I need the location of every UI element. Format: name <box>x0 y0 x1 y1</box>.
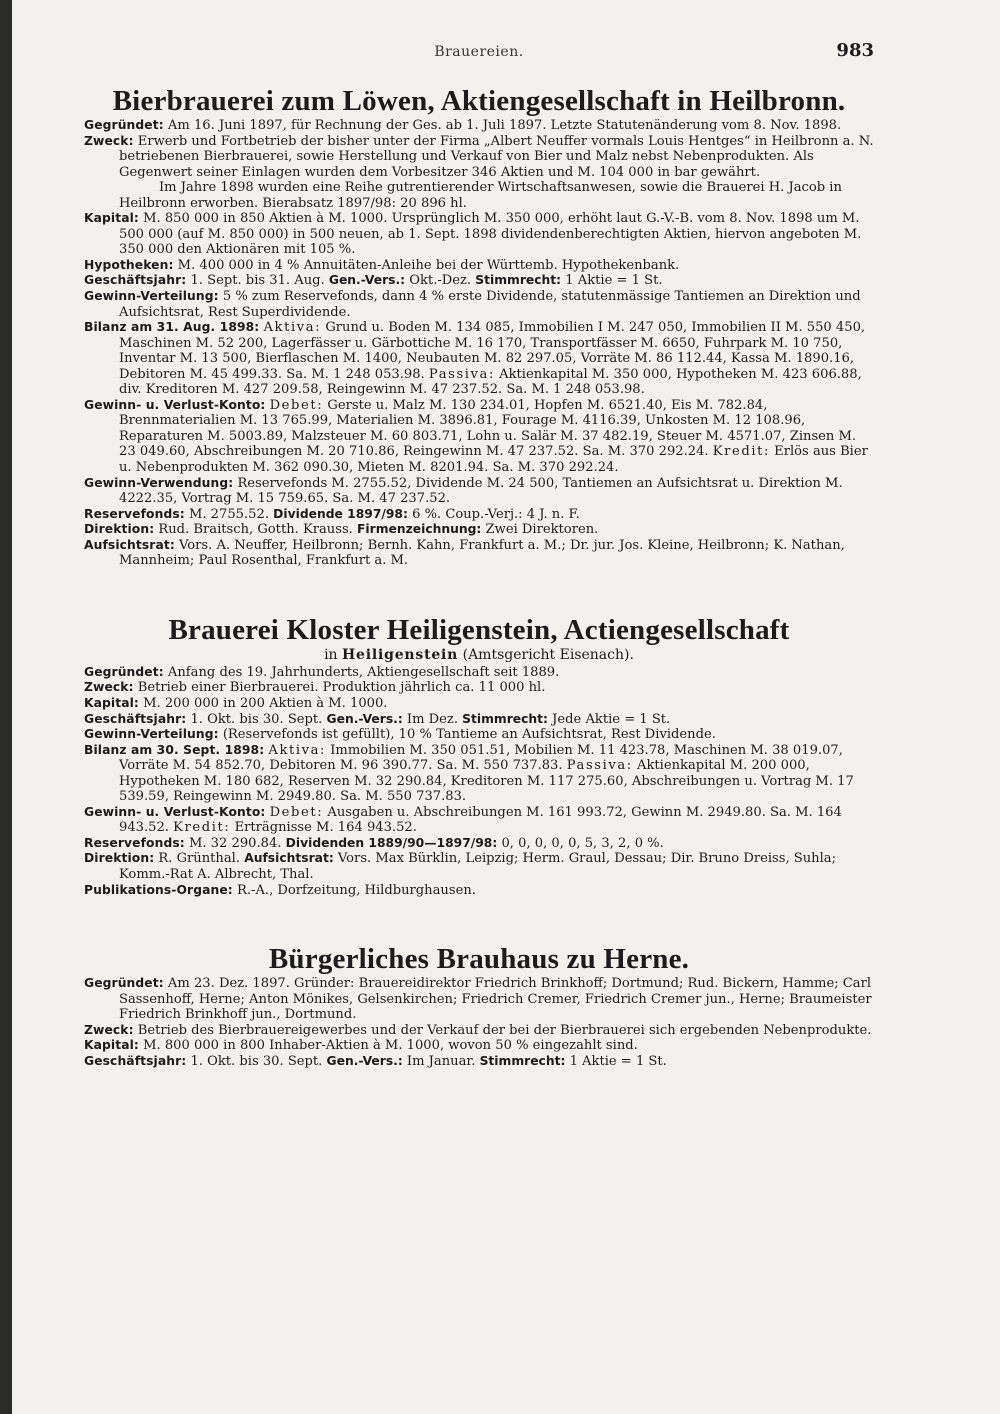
entry-paragraph <box>84 883 874 899</box>
entry-text: Betrieb einer Bierbrauerei. Produktion jährlich ca. 11 000 hl. <box>137 680 546 696</box>
entry-paragraph <box>84 743 874 805</box>
entry-text: (Reservefonds ist gefüllt), 10 % Tantieme an Aufsichtsrat, Rest Dividende. <box>222 727 716 743</box>
entry-key: Gewinn-Verteilung: <box>84 727 219 742</box>
entry-text-b: Aktienkapital M. 200 000, Hypotheken M. 180 682, Reserven M. 32 290.84, Kreditoren M. 117 275.60, Abschreibungen u. Vortrag M. 17 539.59, Reingewinn M. 2949.80. Sa. M. 550 737.83. <box>119 758 854 805</box>
company-title: Brauerei Kloster Heiligenstein, Actiengesellschaft <box>168 613 790 646</box>
entry-text-2: Okt.-Dez. <box>409 273 472 289</box>
entry-key: Kapital: <box>84 1038 139 1053</box>
entry-paragraph <box>84 1038 874 1054</box>
entry-text: Immobilien M. 350 051.51, Mobilien M. 11 423.78, Maschinen M. 38 019.07, Vorräte M. 54 852.70, Debitoren M. 96 390.77. Sa. M. 550 737.83. <box>119 742 843 774</box>
entry-text-3: 1 Aktie = 1 St. <box>565 273 663 289</box>
entry-text-b: Erträgnisse M. 164 943.52. <box>234 820 417 836</box>
entry-paragraph <box>84 1054 874 1070</box>
entry-text-2: Vors. Max Bürklin, Leipzig; Herm. Graul, Dessau; Dir. Bruno Dreiss, Suhla; Komm.-Rat A. Albrecht, Thal. <box>119 851 837 882</box>
entry-text: Reservefonds M. 2755.52, Dividende M. 24 500, Tantiemen an Aufsichtsrat u. Direktion M. 4222.35, Vortrag M. 15 759.65. Sa. M. 47 237.52. <box>119 475 843 507</box>
entry-text-b: Aktienkapital M. 350 000, Hypotheken M. 423 606.88, div. Kreditoren M. 427 209.58, Reingewinn M. 47 237.52. Sa. M. 1 248 053.98. <box>119 366 862 398</box>
entry-key: Publikations-Organe: <box>84 882 233 897</box>
entry-key-2: Aufsichtsrat: <box>244 851 334 866</box>
entry-key: Kapital: <box>84 695 139 710</box>
page-number: 983 <box>836 40 874 61</box>
entry-text: M. 2755.52. <box>188 506 269 522</box>
entry-key: Zweck: <box>84 133 134 148</box>
entry-text-3: 1 Aktie = 1 St. <box>569 1053 667 1069</box>
entry-text-2: Im Dez. <box>406 711 458 727</box>
entry-paragraph <box>84 665 874 681</box>
entry-text: M. 850 000 in 850 Aktien à M. 1000. Ursprünglich M. 350 000, erhöht laut G.-V.-B. vom 8. Nov. 1898 um M. 500 000 (auf M. 850 000) in 500 neuen, ab 1. Sept. 1898 dividendenberechtigten Aktien, hiervon angeboten M. 350 000 den Aktionären mit 105 %. <box>119 211 862 258</box>
entry-text: M. 400 000 in 4 % Annuitäten-Anleihe bei der Württemb. Hypothekenbank. <box>177 257 680 273</box>
entry-paragraph <box>84 476 874 507</box>
entry-label-b: Kredit: <box>712 444 770 460</box>
entry-text: R.-A., Dorfzeitung, Hildburghausen. <box>237 882 476 898</box>
entry-paragraph <box>84 211 874 258</box>
entry-text: M. 32 290.84. <box>188 835 282 851</box>
entry-text: Am 16. Juni 1897, für Rechnung der Ges. ab 1. Juli 1897. Letzte Statutenänderung vom 8. Nov. 1898. <box>167 118 842 133</box>
entry-key: Geschäftsjahr: <box>84 711 187 726</box>
entry-label-b: Passiva: <box>566 758 633 774</box>
entry-label-a: Aktiva: <box>268 742 327 758</box>
entry-key-2: Gen.-Vers.: <box>328 273 406 288</box>
company-title: Bürgerliches Brauhaus zu Herne. <box>268 943 690 976</box>
entry-key: Gegründet: <box>84 976 164 991</box>
entry-paragraph <box>84 398 874 476</box>
entry-key: Bilanz am 30. Sept. 1898: <box>84 742 265 757</box>
entry-text: 1. Okt. bis 30. Sept. <box>190 1053 323 1069</box>
running-title: Brauereien. <box>434 44 524 60</box>
entry-text: Erwerb und Fortbetrieb der bisher unter der Firma „Albert Neuffer vormals Louis Hentges“ in Heilbronn a. N. betriebenen Bierbrauerei, sowie Herstellung und Verkauf von Bier und Malz nebst Nebenprodukten. Als Gegenwert seiner Einlagen wurden dem Vorbesitzer 346 Aktien und M. 104 000 in bar gewährt. <box>119 133 874 180</box>
entry-key: Bilanz am 31. Aug. 1898: <box>84 320 260 335</box>
entry-text: M. 800 000 in 800 Inhaber-Aktien à M. 1000, wovon 50 % eingezahlt sind. <box>143 1038 638 1054</box>
company-title: Bierbrauerei zum Löwen, Aktiengesellschaft in Heilbronn. <box>112 85 846 117</box>
entry-text: 1. Sept. bis 31. Aug. <box>190 273 325 289</box>
entry-text-b: Erlös aus Bier u. Nebenprodukten M. 362 090.30, Mieten M. 8201.94. Sa. M. 370 292.24. <box>119 444 868 476</box>
entry-paragraph <box>84 976 874 1023</box>
entry-paragraph <box>84 522 874 538</box>
entry-text: Gerste u. Malz M. 130 234.01, Hopfen M. 6521.40, Eis M. 782.84, Brennmaterialien M. 13 765.99, Materialien M. 3896.81, Fourage M. 4116.39, Unkosten M. 12 108.96, Reparaturen M. 5003.89, Malzsteuer M. 60 803.71, Lohn u. Salär M. 37 482.19, Steuer M. 4571.07, Zinsen M. 23 049.60, Abschreibungen M. 20 710.86, Reingewinn M. 47 237.52. Sa. M. 370 292.24. <box>119 397 857 460</box>
subtitle-prefix: in <box>324 646 338 663</box>
entry-key-2: Firmenzeichnung: <box>357 522 482 537</box>
entry-paragraph <box>84 258 874 274</box>
entry-key-2: Dividenden 1889/90—1897/98: <box>285 835 498 850</box>
entry-paragraph <box>84 696 874 712</box>
entry-label-a: Aktiva: <box>263 320 322 336</box>
entry-label-a: Debet: <box>269 804 324 820</box>
entry-key: Gewinn- u. Verlust-Konto: <box>84 397 266 412</box>
entry-paragraph <box>84 680 874 696</box>
entry-text: Betrieb des Bierbrauereigewerbes und der Verkauf der bei der Bierbrauerei sich ergebenden Nebenprodukte. <box>137 1022 872 1038</box>
subtitle-suffix: (Amtsgericht Eisenach). <box>462 646 634 663</box>
entry-key: Direktion: <box>84 522 155 537</box>
entry-key-3: Stimmrecht: <box>479 1053 566 1068</box>
entry-paragraph <box>84 273 874 289</box>
entry-text-2: 6 %. Coup.-Verj.: 4 J. n. F. <box>412 506 580 522</box>
entry-paragraph <box>84 289 874 320</box>
entry-key: Aufsichtsrat: <box>84 537 175 552</box>
section-gap <box>84 569 874 613</box>
entry-key: Kapital: <box>84 211 139 226</box>
entry-label-b: Passiva: <box>428 366 495 382</box>
entry-key: Reservefonds: <box>84 506 185 521</box>
entry-text: Rud. Braitsch, Gotth. Krauss. <box>158 522 353 538</box>
entry-text: Am 23. Dez. 1897. Gründer: Brauereidirektor Friedrich Brinkhoff; Dortmund; Rud. Bickern, Hamme; Carl Sassenhoff, Herne; Anton Mönikes, Gelsenkirchen; Friedrich Cremer, Friedrich Cremer jun., Herne; Braumeister Friedrich Brinkhoff jun., Dortmund. <box>119 976 872 1023</box>
entry-text: Vors. A. Neuffer, Heilbronn; Bernh. Kahn, Frankfurt a. M.; Dr. jur. Jos. Kleine, Heilbronn; K. Nathan, Mannheim; Paul Rosenthal, Frankfurt a. M. <box>119 537 845 569</box>
page-binding-edge <box>0 0 12 1414</box>
page-content <box>84 84 874 1069</box>
running-header <box>84 40 874 64</box>
entry-paragraph <box>84 1023 874 1039</box>
entry-key: Gewinn-Verteilung: <box>84 289 219 304</box>
entry-text: Im Jahre 1898 wurden eine Reihe gutrentierender Wirtschaftsanwesen, sowie die Brauerei H. Jacob in Heilbronn erworben. Bierabsatz 1897/98: 20 896 hl. <box>119 180 842 211</box>
entry-text: Grund u. Boden M. 134 085, Immobilien I M. 247 050, Immobilien II M. 550 450, Maschinen M. 52 200, Lagerfässer u. Gärbottiche M. 16 170, Transportfässer M. 6650, Fuhrpark M. 10 750, Inventar M. 13 500, Bierflaschen M. 1400, Neubauten M. 82 297.05, Vorräte M. 86 112.44, Kassa M. 1890.16, Debitoren M. 45 499.33. Sa. M. 1 248 053.98. <box>119 320 866 382</box>
entry-text: 5 % zum Reservefonds, dann 4 % erste Dividende, statutenmässige Tantiemen an Direktion und Aufsichtsrat, Rest Superdividende. <box>119 289 861 320</box>
entry-paragraph <box>84 507 874 523</box>
entry-text-2: Im Januar. <box>406 1053 476 1069</box>
entry-key: Zweck: <box>84 1022 134 1037</box>
entry-key: Gewinn-Verwendung: <box>84 475 234 490</box>
entry-text-3: Jede Aktie = 1 St. <box>552 711 671 727</box>
entry-text-2: Zwei Direktoren. <box>485 522 599 538</box>
entry-key: Hypotheken: <box>84 257 174 272</box>
entry-label-b: Kredit: <box>173 820 231 836</box>
entry-key-2: Gen.-Vers.: <box>326 1053 403 1068</box>
entry-text: Ausgaben u. Abschreibungen M. 161 993.72, Gewinn M. 2949.80. Sa. M. 164 943.52. <box>119 804 842 836</box>
entry-key-3: Stimmrecht: <box>462 711 548 726</box>
entry-key: Geschäftsjahr: <box>84 273 187 288</box>
subtitle-city: Heiligenstein <box>342 646 459 663</box>
entry-label-a: Debet: <box>269 397 324 413</box>
entry-key-2: Gen.-Vers.: <box>326 711 403 726</box>
entry-text: Anfang des 19. Jahrhunderts, Aktiengesellschaft seit 1889. <box>167 664 560 680</box>
entry-paragraph <box>84 134 874 181</box>
entry-key: Direktion: <box>84 851 155 866</box>
entry-paragraph <box>84 836 874 852</box>
entry-key-3: Stimmrecht: <box>475 273 562 288</box>
entry-paragraph <box>84 538 874 569</box>
entry-paragraph <box>84 180 874 211</box>
entry-key: Zweck: <box>84 680 134 695</box>
entry-key: Geschäftsjahr: <box>84 1053 187 1068</box>
entry-key: Gegründet: <box>84 118 164 132</box>
entry-paragraph <box>84 805 874 836</box>
entry-text: 1. Okt. bis 30. Sept. <box>190 711 323 727</box>
section-gap <box>84 898 874 942</box>
entry-paragraph <box>84 851 874 882</box>
entry-text: R. Grünthal. <box>158 851 241 867</box>
entry-key: Gewinn- u. Verlust-Konto: <box>84 804 266 819</box>
entry-key-2: Dividende 1897/98: <box>273 506 408 521</box>
entry-paragraph <box>84 118 874 134</box>
entry-paragraph <box>84 727 874 743</box>
entry-key: Reservefonds: <box>84 835 185 850</box>
entry-key: Gegründet: <box>84 664 164 679</box>
entry-paragraph <box>84 712 874 728</box>
entry-text: M. 200 000 in 200 Aktien à M. 1000. <box>143 695 388 711</box>
company-subtitle <box>84 647 874 664</box>
entry-text-2: 0, 0, 0, 0, 0, 5, 3, 2, 0 %. <box>501 835 664 851</box>
entry-paragraph <box>84 320 874 398</box>
